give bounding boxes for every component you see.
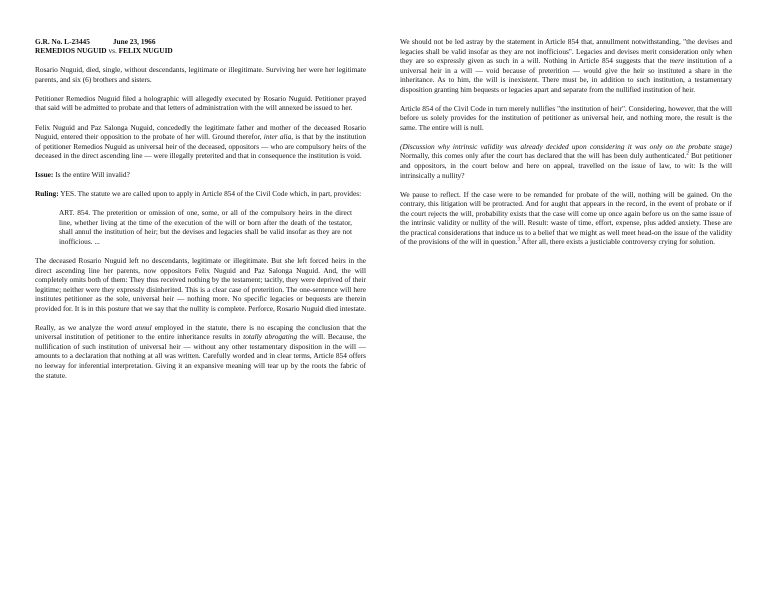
ruling-statement: Ruling: YES. The statute we are called upon to apply in Article 854 of the Civil Code which, in part, provides: bbox=[35, 189, 362, 199]
issue-statement: Issue: Is the entire Will invalid? bbox=[35, 170, 130, 180]
left-column bbox=[35, 37, 366, 390]
case-number-line bbox=[35, 37, 366, 46]
issue-label: Issue: bbox=[35, 170, 54, 180]
ruling-paragraph-1: The deceased Rosario Nuguid left no descendants, legitimate or illegitimate. But she left forced heirs in the direct ascending line her parents, now oppositors Felix Nuguid and Paz Salonga Nuguid. And, the will completely omits both of them: They thus received nothing by the testament; tacitly, they were deprived of their legitime; neither were they expressly disinherited. This is a clear case of preterition. The one-sentence will here institutes petitioner as the sole, universal heir — nothing more. No specific legacies or bequests are therein provided for. It is in this posture that we say that the nullity is complete. Perforce, Rosario Nuguid died intestate. bbox=[35, 256, 367, 313]
case-number: G.R. No. L-23445 bbox=[35, 37, 90, 46]
ruling-paragraph-5: (Discussion why intrinsic validity was already decided upon considering it was only on the probate stage) Normally, this comes only after the court has declared that the will has been duly authenticated.$^2$ But petitioner and oppositors, in the court below and here on appeal, travelled on the issue of law, to wit: Is the will intrinsically a nullity? bbox=[400, 141, 732, 180]
ruling-paragraph-3: We should not be led astray by the statement in Article 854 that, annullment notwithstanding, "the devises and legacies shall be valid insofar as they are not inofficious". Legacies and devises merit consideration only when they are so expressly given as such in a will. Nothing in Article 854 suggests that the mere institution of a universal heir in a will — void because of preterition — would give the heir so instituted a share in the inheritance. As to him, the will is inexistent. There must be, in addition to such institution, a testamentary disposition granting him bequests or legacies apart and separate from the nullified institution of heir. bbox=[400, 37, 732, 94]
facts-paragraph-3: Felix Nuguid and Paz Salonga Nuguid, concededly the legitimate father and mother of the deceased Rosario Nuguid, entered their opposition to the probate of her will. Ground therefor, inter alia, is that by the institution of petitioner Remedios Nuguid as universal heir of the deceased, oppositors — who are compulsory heirs of the deceased in the direct ascending line — were illegally preterited and that in consequence the institution is void. bbox=[35, 122, 367, 161]
respondent-name: FELIX NUGUID bbox=[118, 46, 173, 56]
ruling-paragraph-6: We pause to reflect. If the case were to be remanded for probate of the will, nothing will be gained. On the contrary, this litigation will be protracted. And for aught that appears in the record, in the event of probate or if the court rejects the will, probability exists that the case will come up once again before us on the same issue of the intrinsic validity or nullity of the will. Result: waste of time, effort, expense, plus added anxiety. These are the practical considerations that induce us to a belief that we might as well meet head-on the issue of the validity of the provisions of the will in question.$^3$ After all, there exists a justiciable controversy crying for solution. bbox=[400, 189, 732, 247]
petitioner-name: REMEDIOS NUGUID bbox=[35, 46, 107, 56]
footnote-marker: 2 bbox=[686, 152, 689, 158]
article-854-quote: ART. 854. The preterition or omission of one, some, or all of the compulsory heirs in the direct line, whether living at the time of the execution of the will or born after the death of the testator, shall annul the institution of heir; but the devises and legacies shall be valid insofar as they are not inofficious. ... bbox=[59, 208, 352, 246]
case-caption bbox=[35, 37, 366, 55]
right-column bbox=[400, 37, 732, 256]
facts-paragraph-1: Rosario Nuguid, died, single, without descendants, legitimate or illegitimate. Surviving her were her legitimate parents, and six (6) brothers and sisters. bbox=[35, 65, 366, 84]
ruling-paragraph-4: Article 854 of the Civil Code in turn merely nullifies "the institution of heir". Considering, however, that the will before us solely provides for the institution of petitioner as universal heir, and nothing more, the result is the same. The entire will is null. bbox=[400, 103, 732, 132]
versus-label: vs. bbox=[108, 46, 117, 56]
case-date: June 23, 1966 bbox=[112, 37, 156, 46]
case-parties bbox=[35, 46, 366, 55]
footnote-marker: 3 bbox=[517, 237, 520, 243]
ruling-label: Ruling: bbox=[35, 189, 59, 199]
facts-paragraph-2: Petitioner Remedios Nuguid filed a holographic will allegedly executed by Rosario Nuguid. Petitioner prayed that said will be admitted to probate and that letters of administration with the will annexed be issued to her. bbox=[35, 93, 366, 113]
ruling-paragraph-2: Really, as we analyze the word annul employed in the statute, there is no escaping the conclusion that the universal institution of petitioner to the entire inheritance results in totally abrogating the will. Because, the nullification of such institution of universal heir — without any other testamentary disposition in the will — amounts to a declaration that nothing at all was written. Carefully worded and in clear terms, Article 854 offers no leeway for inferential interpretation. Giving it an expansive meaning will tear up by the roots the fabric of the statute. bbox=[35, 322, 366, 380]
